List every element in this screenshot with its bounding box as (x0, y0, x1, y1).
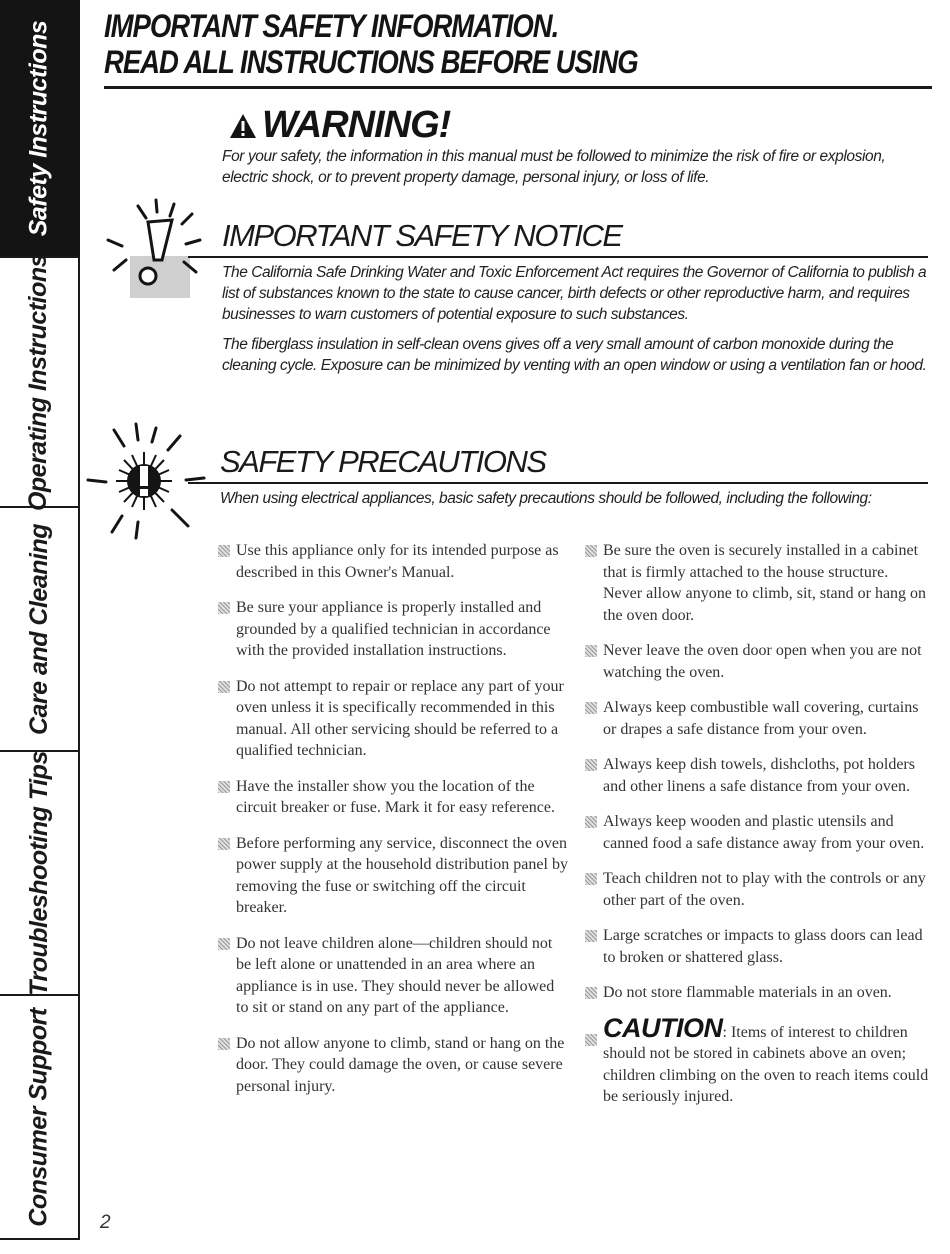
item-text: Be sure your appliance is properly installed and grounded by a qualified technician in accordance with the provided installation instructions. (236, 599, 551, 659)
notice-paragraph-1: The California Safe Drinking Water and Toxic Enforcement Act requires the Governor of California to publish a list of substances known to the state to cause cancer, birth defects or other reproductive harm, and requires businesses to warn customers of potential exposure to such substances. (222, 264, 927, 323)
item-text: Before performing any service, disconnect the oven power supply at the household distribution panel by removing the fuse or switching off the circuit breaker. (236, 834, 568, 916)
bullet-icon (585, 759, 597, 771)
bullet-icon (585, 816, 597, 828)
precautions-title: SAFETY PRECAUTIONS (220, 444, 546, 479)
list-item (218, 676, 568, 762)
item-text: Have the installer show you the location of the circuit breaker or fuse. Mark it for easy reference. (236, 777, 555, 816)
list-item (218, 1033, 568, 1098)
item-text: Teach children not to play with the controls or any other part of the oven. (603, 870, 926, 909)
list-item (218, 933, 568, 1019)
list-item (218, 540, 568, 583)
precautions-right-column (585, 540, 930, 1108)
tab-label: Operating Instructions (24, 253, 53, 511)
warning-text: For your safety, the information in this manual must be followed to minimize the risk of fire or explosion, electric shock, or to prevent property damage, personal injury, or loss of life. (222, 148, 886, 186)
list-item (585, 868, 930, 911)
notice-title: IMPORTANT SAFETY NOTICE (222, 218, 622, 253)
precautions-intro: When using electrical appliances, basic safety precautions should be followed, including the following: (220, 490, 872, 507)
bullet-icon (218, 781, 230, 793)
list-item (218, 776, 568, 819)
bullet-icon (585, 545, 597, 557)
tab-label: Troubleshooting Tips (24, 750, 53, 996)
bullet-icon (585, 873, 597, 885)
notice-paragraph-2: The fiberglass insulation in self-clean ovens gives off a very small amount of carbon monoxide during the cleaning cycle. Exposure can be minimized by venting with an open window or using a ventilation fan or hood. (222, 336, 927, 374)
precautions-left-column (218, 540, 568, 1111)
list-item (585, 754, 930, 797)
tab-label: Consumer Support (24, 1007, 53, 1227)
header-title-line1: IMPORTANT SAFETY INFORMATION. (104, 8, 559, 44)
tab-consumer-support[interactable] (0, 996, 80, 1240)
item-text: Use this appliance only for its intended purpose as described in this Owner's Manual. (236, 542, 559, 581)
warning-triangle-icon (228, 112, 258, 140)
list-item (585, 540, 930, 626)
page-header (104, 8, 932, 80)
tab-label: Care and Cleaning (24, 523, 53, 735)
list-item (585, 982, 930, 1004)
bullet-icon (218, 681, 230, 693)
exclamation-burst-icon (100, 198, 210, 302)
item-text: Be sure the oven is securely installed in a cabinet that is firmly attached to the house structure. Never allow anyone to climb, sit, stand or hang on the oven door. (603, 542, 927, 624)
item-text: Always keep combustible wall covering, curtains or drapes a safe distance from your oven. (603, 699, 919, 738)
notice-divider (188, 256, 928, 258)
warning-heading (228, 104, 450, 147)
tab-operating-instructions[interactable] (0, 253, 80, 511)
item-text: Do not leave children alone—children should not be left alone or unattended in an area where an appliance is in use. They should never be allowed to sit or stand on any part of the appliance. (236, 934, 555, 1016)
bullet-icon (585, 702, 597, 714)
bullet-icon (585, 930, 597, 942)
list-item (585, 640, 930, 683)
bullet-icon (218, 602, 230, 614)
list-item (585, 811, 930, 854)
tab-troubleshooting-tips[interactable] (0, 752, 80, 996)
item-text: Large scratches or impacts to glass doors can lead to broken or shattered glass. (603, 927, 923, 966)
list-item (585, 697, 930, 740)
tab-safety-instructions[interactable] (0, 0, 80, 258)
precautions-divider (188, 482, 928, 484)
item-text: Do not store flammable materials in an oven. (603, 984, 892, 1001)
caution-note (585, 1012, 930, 1108)
bullet-icon (585, 645, 597, 657)
header-title-line2: READ ALL INSTRUCTIONS BEFORE USING (104, 44, 638, 80)
tab-label: Safety Instructions (24, 20, 53, 236)
item-text: Do not attempt to repair or replace any part of your oven unless it is specifically recommended in this manual. All other servicing should be referred to a qualified technician. (236, 677, 564, 759)
item-text: Always keep wooden and plastic utensils and canned food a safe distance away from your oven. (603, 813, 925, 852)
item-text: Never leave the oven door open when you are not watching the oven. (603, 642, 922, 681)
bullet-icon (585, 1034, 597, 1046)
item-text: Always keep dish towels, dishcloths, pot holders and other linens a safe distance from your oven. (603, 756, 915, 795)
bullet-icon (218, 838, 230, 850)
list-item (218, 597, 568, 662)
caution-text: : Items of interest to children should not be stored in cabinets above an oven; children climbing on the oven to reach items could be seriously injured. (603, 1023, 929, 1105)
bullet-icon (218, 938, 230, 950)
caution-label: CAUTION (603, 1012, 723, 1043)
list-item (218, 833, 568, 919)
header-divider (104, 86, 932, 89)
bullet-icon (218, 545, 230, 557)
starburst-exclamation-icon (84, 422, 208, 540)
warning-title: WARNING! (262, 104, 451, 146)
page-number: 2 (100, 1212, 111, 1233)
tab-care-and-cleaning[interactable] (0, 508, 80, 752)
sidebar-tabs (0, 0, 80, 1240)
list-item (585, 925, 930, 968)
bullet-icon (218, 1038, 230, 1050)
bullet-icon (585, 987, 597, 999)
item-text: Do not allow anyone to climb, stand or hang on the door. They could damage the oven, or cause severe personal injury. (236, 1034, 565, 1095)
